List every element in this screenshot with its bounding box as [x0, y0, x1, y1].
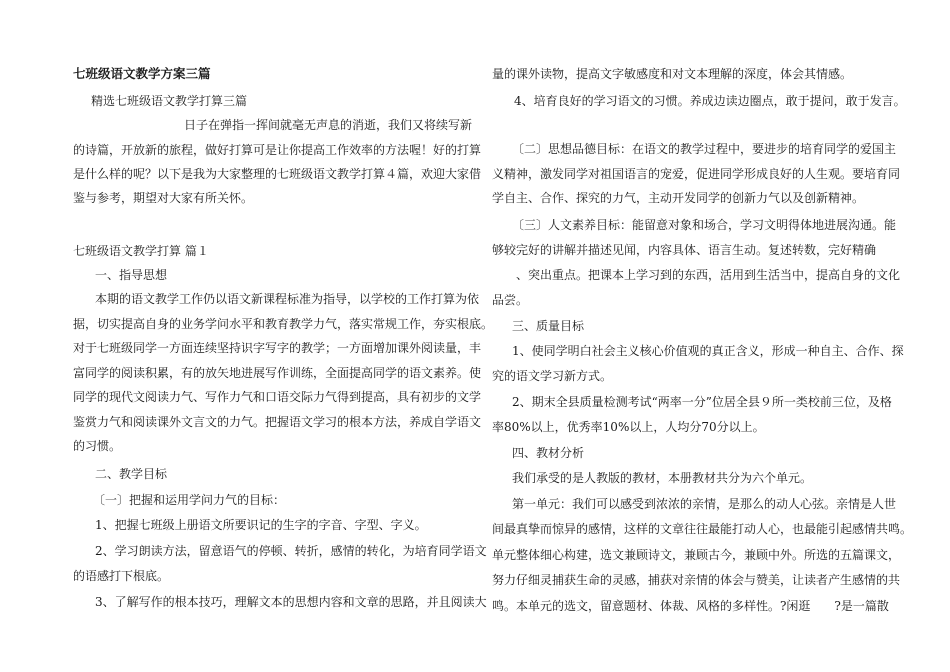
section-heading: 四、教材分析	[512, 446, 585, 460]
body-line: 第一单元：我们可以感受到浓浓的亲情，是那么的动人心弦。亲情是人世	[512, 497, 897, 511]
body-line: 〔二〕思想品德目标：在语文的教学过程中，要进步的培育同学的爱国主	[512, 142, 897, 156]
intro-line: 的诗篇，开放新的旅程，做好打算可是让你提高工作效率的方法喔！好的打算	[73, 143, 482, 157]
body-line: 义精神，激发同学对祖国语言的宠爱，促进同学形成良好的人生观。要培育同	[492, 167, 901, 181]
document-subtitle: 精选七班级语文教学打算三篇	[91, 94, 248, 108]
intro-line: 鉴与参考，期望对大家有所关怀。	[73, 191, 254, 205]
intro-line: 日子在弹指一挥间就毫无声息的消逝，我们又将续写新	[184, 118, 473, 132]
body-line: 鸣。本单元的选文，留意题材、体裁、风格的多样性。?闲逛 ?是一篇散	[492, 599, 889, 613]
body-line: 4、培育良好的学习语文的习惯。养成边读边圈点，敢于提问，敢于发言。	[514, 94, 906, 108]
body-line: 1、使同学明白社会主义核心价值观的真正含义，形成一种自主、合作、探	[512, 344, 904, 358]
body-line: 量的课外读物，提高文字敏感度和对文本理解的深度，体会其情感。	[492, 67, 853, 81]
body-line: 究的语文学习新方式。	[492, 369, 613, 383]
body-line: 我们承受的是人教版的教材，本册教材共分为六个单元。	[512, 471, 813, 485]
body-line: 富同学的阅读积累，有的放矢地进展写作训练，全面提高同学的语文素养。使	[73, 366, 482, 380]
section-heading: 二、教学目标	[95, 467, 168, 481]
section-heading: 七班级语文教学打算 篇１	[73, 244, 209, 258]
intro-line: 是什么样的呢？以下是我为大家整理的七班级语文教学打算４篇，欢迎大家借	[73, 167, 482, 181]
body-line: 2、期末全县质量检测考试“两率一分”位居全县９所一类校前三位，及格	[512, 395, 892, 409]
body-line: 〔一〕把握和运用学问力气的目标：	[93, 493, 286, 507]
section-heading: 一、指导思想	[95, 268, 168, 282]
body-line: 够较完好的讲解并描述见闻，内容具体、语言生动。复述转数，完好精确	[492, 243, 877, 257]
body-line: 〔三〕人文素养目标：能留意对象和场合，学习文明得体地进展沟通。能	[512, 218, 897, 232]
body-line: 据，切实提高自身的业务学问水平和教育教学力气，落实常规工作，夯实根底。	[73, 317, 494, 331]
section-heading: 三、质量目标	[512, 319, 585, 333]
body-line: 学自主、合作、探究的力气，主动开发同学的创新力气以及创新精神。	[492, 191, 865, 205]
document-title: 七班级语文教学方案三篇	[73, 66, 211, 81]
body-line: 的语感打下根底。	[73, 569, 170, 583]
body-line: 、突出重点。把课本上学习到的东西，活用到生活当中，提高自身的文化	[516, 268, 901, 282]
body-line: 间最真挚而惊异的感情，这样的文章往往最能打动人心，也最能引起感情共鸣。	[492, 522, 913, 536]
body-line: 单元整体细心构建，选文兼顾诗文，兼顾古今，兼顾中外。所选的五篇课文，	[492, 548, 901, 562]
body-line: 努力仔细灵捕获生命的灵感，捕获对亲情的体会与赞美，让读者产生感情的共	[492, 573, 901, 587]
body-line: 的习惯。	[73, 439, 122, 453]
body-line: 1、把握七班级上册语文所要识记的生字的字音、字型、字义。	[95, 518, 427, 532]
body-line: 本期的语文教学工作仍以语文新课程标准为指导，以学校的工作打算为依	[95, 292, 480, 306]
body-line: 品尝。	[492, 293, 529, 307]
body-line: 率80%以上，优秀率10%以上，人均分70分以上。	[492, 420, 765, 434]
body-line: 鉴赏力气和阅读课外文言文的力气。把握语文学习的根本方法，养成自学语文	[73, 415, 482, 429]
body-line: 3、了解写作的根本技巧，理解文本的思想内容和文章的思路，并且阅读大	[95, 595, 487, 609]
body-line: 2、学习朗读方法，留意语气的停顿、转折，感情的转化，为培育同学语文	[95, 544, 487, 558]
body-line: 同学的现代文阅读力气、写作力气和口语交际力气得到提高，具有初步的文学	[73, 390, 482, 404]
body-line: 对于七班级同学一方面连续坚持识字写字的教学；一方面增加课外阅读量，丰	[73, 341, 482, 355]
